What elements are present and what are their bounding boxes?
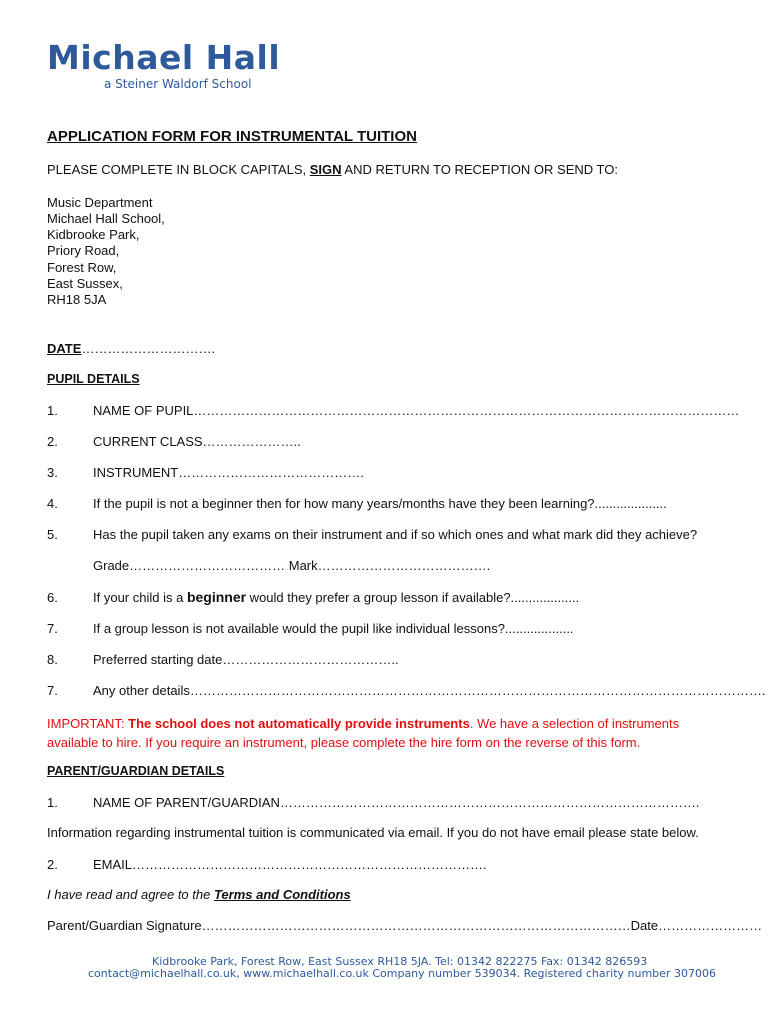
footer-address: Kidbrooke Park, Forest Row, East Sussex RH18 5JA. Tel: 01342 822275 Fax: 01342 826593 [152,955,648,968]
current-class-field[interactable]: CURRENT CLASS………………….. [93,434,301,449]
date-field[interactable] [47,341,215,356]
form-title: APPLICATION FORM FOR INSTRUMENTAL TUITION [47,128,417,145]
individual-lesson-field[interactable]: If a group lesson is not available would the pupil like individual lessons?................... [93,621,574,636]
address-line: RH18 5JA [47,292,107,307]
address-line: Priory Road, [47,243,120,258]
group-lesson-field[interactable]: If your child is a beginner would they prefer a group lesson if available?................... [93,589,580,605]
address-line: Music Department [47,195,153,210]
footer-contact: contact@michaelhall.co.uk, www.michaelhall.co.uk Company number 539034. Registered charity number 307006 [88,967,716,980]
years-learning-field[interactable]: If the pupil is not a beginner then for how many years/months have they been learning?.................... [93,496,667,511]
starting-date-field[interactable]: Preferred starting date………………………………….. [93,652,399,667]
question-number: 2. [47,857,58,872]
pupil-name-field[interactable]: NAME OF PUPIL……………………………………………………………………………………………………………… [93,403,740,418]
grade-mark-field[interactable]: Grade……………………………… Mark…………………………………. [93,558,491,573]
question-number: 5. [47,527,58,542]
email-info-text: Information regarding instrumental tuition is communicated via email. If you do not have email please state below. [47,825,699,840]
date-label: DATE [47,341,82,356]
terms-link[interactable]: Terms and Conditions [213,887,351,902]
beginner-emphasis: beginner [186,589,247,605]
school-tagline: a Steiner Waldorf School [104,77,252,91]
question-number: 8. [47,652,58,667]
date-blank: …………………………. [81,341,216,356]
question-number: 1. [47,403,58,418]
email-field[interactable]: EMAIL………………………………………………………………………. [93,857,487,872]
question-number: 2. [47,434,58,449]
instrument-field[interactable]: INSTRUMENT……………………………………. [93,465,364,480]
address-line: East Sussex, [47,276,123,291]
address-line: Forest Row, [47,260,117,275]
address-line: Kidbrooke Park, [47,227,140,242]
important-notice: IMPORTANT: The school does not automatically provide instruments. We have a selection of instruments available to hire. If you require an instrument, please complete the hire form on the reverse of this form. [47,716,680,750]
address-line: Michael Hall School, [47,211,165,226]
terms-agreement: I have read and agree to the Terms and Conditions [47,887,351,902]
parent-details-heading: PARENT/GUARDIAN DETAILS [47,764,225,778]
sign-emphasis: SIGN [309,162,342,177]
question-number: 3. [47,465,58,480]
question-number: 6. [47,590,58,605]
school-logo: Michael Hall [47,38,281,77]
question-number: 1. [47,795,58,810]
question-number: 7. [47,621,58,636]
signature-date-field[interactable]: Parent/Guardian Signature………………………………………………………………………………………Date…………………… [47,918,763,933]
other-details-field[interactable]: Any other details……………………………………………………………………………………………………………………. [93,683,766,698]
exams-question: Has the pupil taken any exams on their instrument and if so which ones and what mark did they achieve? [93,527,698,542]
parent-name-field[interactable]: NAME OF PARENT/GUARDIAN……………………………………………………………………………………. [93,795,700,810]
pupil-details-heading: PUPIL DETAILS [47,372,140,386]
question-number: 4. [47,496,58,511]
intro-text: PLEASE COMPLETE IN BLOCK CAPITALS, SIGN AND RETURN TO RECEPTION OR SEND TO: [47,162,618,177]
question-number: 7. [47,683,58,698]
